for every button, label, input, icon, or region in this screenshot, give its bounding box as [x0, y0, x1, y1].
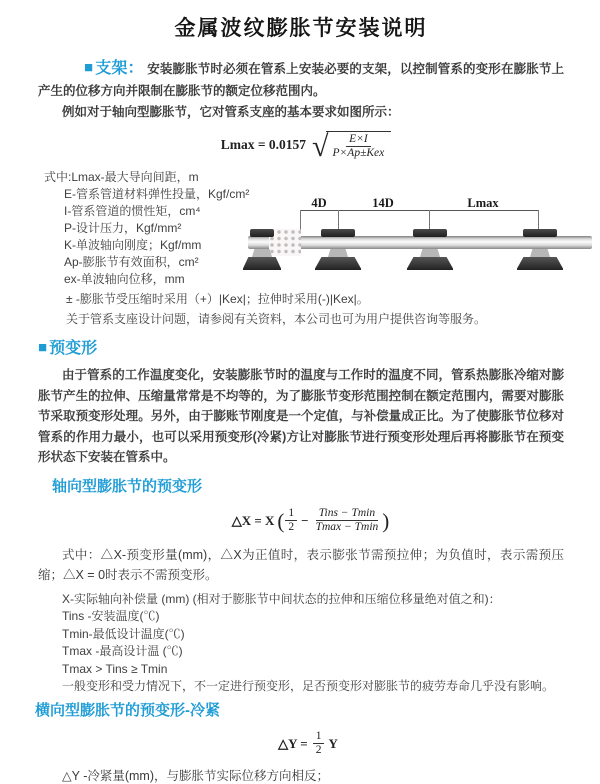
term-line: Tins -安装温度(℃) [62, 609, 160, 623]
definition-line: ± -膨胀节受压缩时采用（+）|Kex|；拉伸时采用(-)|Kex|。 [66, 292, 369, 306]
term-line: 一般变形和受力情况下，不一定进行预变形，足否预变形对膨胀节的疲劳寿命几乎没有影响。 [62, 679, 555, 693]
fraction-denominator: P×Ap±Kex [332, 146, 385, 159]
definition-line: 关于管系支座设计问题，请参阅有关资料，本公司也可为用户提供咨询等服务。 [66, 312, 487, 326]
support-base [315, 257, 361, 270]
term-line: Tmax -最高设计温 (℃) [62, 644, 183, 658]
axial-subsection-header: 轴向型膨胀节的预变形 [52, 477, 203, 495]
support-clamp [523, 229, 557, 237]
formula-radicand [326, 131, 392, 160]
temperature-fraction [313, 507, 382, 534]
definition-line: I-管系管道的惯性矩，cm⁴ [64, 204, 201, 218]
term-line: X-实际轴向补偿量 (mm) (相对于膨胀节中间状态的拉伸和压缩位移量绝对值之和)： [62, 591, 501, 606]
definition-line: P-设计压力，Kgf/mm² [64, 221, 182, 235]
definition-line: ex-单波轴向位移，mm [64, 272, 185, 286]
support-clamp [413, 229, 447, 237]
axial-formula-note: 式中：△X-预变形量(mm)，△X为正值时，表示膨张节需预拉伸；为负值时，表示需预压缩；△X = 0时表示不需预变形。 [38, 547, 564, 582]
support-section-header [84, 60, 144, 77]
guide-spacing-formula [48, 128, 564, 162]
predeform-paragraph: 由于管系的工作温度变化，安装膨胀节时的温度与工作时的温度不同，管系热膨胀冷缩对膨胀节产生的拉伸、压缩量常常是不均等的，为了膨胀节变形范围控制在额定范围内，需要对膨胀节采取预变形处理。另外，由于膨账节刚度是一个定值，与补偿量成正比。为了使膨胀节位移对管系的作用力最小，也可以采用预变形(冷紧)方让对膨胀节进行预变形处理后再将膨胀节在预变形状态下安装在管系中。 [38, 368, 564, 464]
definition-line: E-管系管道材料弹性投量，Kgf/cm² [64, 187, 250, 201]
term-line: Tmin-最低设计温度(℃) [62, 626, 185, 641]
axial-predeform-formula [58, 505, 564, 537]
definition-line: K-单波轴向刚度；Kgf/mm [64, 238, 202, 252]
formula-lhs: △Y = [278, 735, 308, 751]
anchor-support [242, 229, 282, 270]
half-fraction [313, 730, 325, 757]
lateral-coldpull-formula [52, 731, 564, 757]
section-marker-icon: ■ [38, 339, 48, 356]
guide-support [518, 229, 562, 270]
predeform-section-header [38, 339, 564, 359]
open-paren: ( [277, 508, 285, 533]
definition-line: Ap-膨胀节有效面积，cm² [64, 255, 199, 269]
guide-support [408, 229, 452, 270]
dimension-label-14d: 14D [372, 196, 394, 210]
section-marker-icon: ■ [84, 59, 94, 76]
support-saddle [328, 249, 348, 257]
fraction-numerator: 1 [313, 730, 325, 744]
predeform-section-title: 预变形 [49, 340, 98, 357]
support-base [517, 257, 563, 270]
support-clamp [321, 229, 355, 237]
fraction-numerator: Tins − Tmin [316, 507, 378, 521]
dimension-line [300, 210, 538, 211]
term-line: Tmax > Tins ≥ Tmin [62, 661, 168, 676]
support-saddle [420, 249, 440, 257]
support-intro-text: 安装膨胀节时必须在管系上安装必要的支架，以控制管系的变形在膨胀节上产生的位移方向并限制在膨胀节的额定位移范围内。 [38, 62, 564, 98]
fraction-numerator: 1 [285, 507, 297, 521]
support-section-title: 支架： [95, 60, 144, 77]
page-title: 金属波纹膨胀节安装说明 [174, 17, 428, 40]
fraction-denominator: Tmax − Tmin [315, 521, 379, 533]
formula-fraction [330, 133, 388, 160]
dimension-label-lmax: Lmax [467, 196, 499, 210]
support-saddle [252, 249, 272, 257]
square-root-icon: √ [312, 130, 329, 163]
guide-support [316, 229, 360, 270]
lateral-subsection-header: 横向型膨胀节的预变形-冷紧 [35, 701, 220, 719]
formula-lhs: Lmax = 0.0157 [220, 137, 307, 152]
support-clamp [250, 229, 274, 237]
support-intro-paragraph [38, 58, 564, 102]
lateral-formula-note: △Y -冷紧量(mm)，与膨胀节实际位移方向相反； [62, 768, 330, 783]
support-saddle [530, 249, 550, 257]
support-base [243, 257, 281, 270]
axial-term-list [38, 591, 564, 696]
formula-rhs: Y [328, 735, 338, 751]
support-base [407, 257, 453, 270]
dimension-label-4d: 4D [311, 196, 327, 210]
fraction-denominator: 2 [315, 744, 322, 756]
support-example-line: 例如对于轴向型膨胀节，它对管系支座的基本要求如图所示： [62, 105, 400, 119]
half-fraction [285, 507, 297, 534]
pipe-support-diagram [248, 196, 592, 284]
close-paren: ) [382, 508, 390, 533]
definition-line: 式中:Lmax-最大导向间距，m [44, 170, 199, 184]
minus-sign: − [301, 512, 309, 528]
fraction-numerator: E×I [346, 133, 371, 147]
formula-lhs: △X = X [231, 512, 275, 528]
fraction-denominator: 2 [288, 521, 295, 533]
